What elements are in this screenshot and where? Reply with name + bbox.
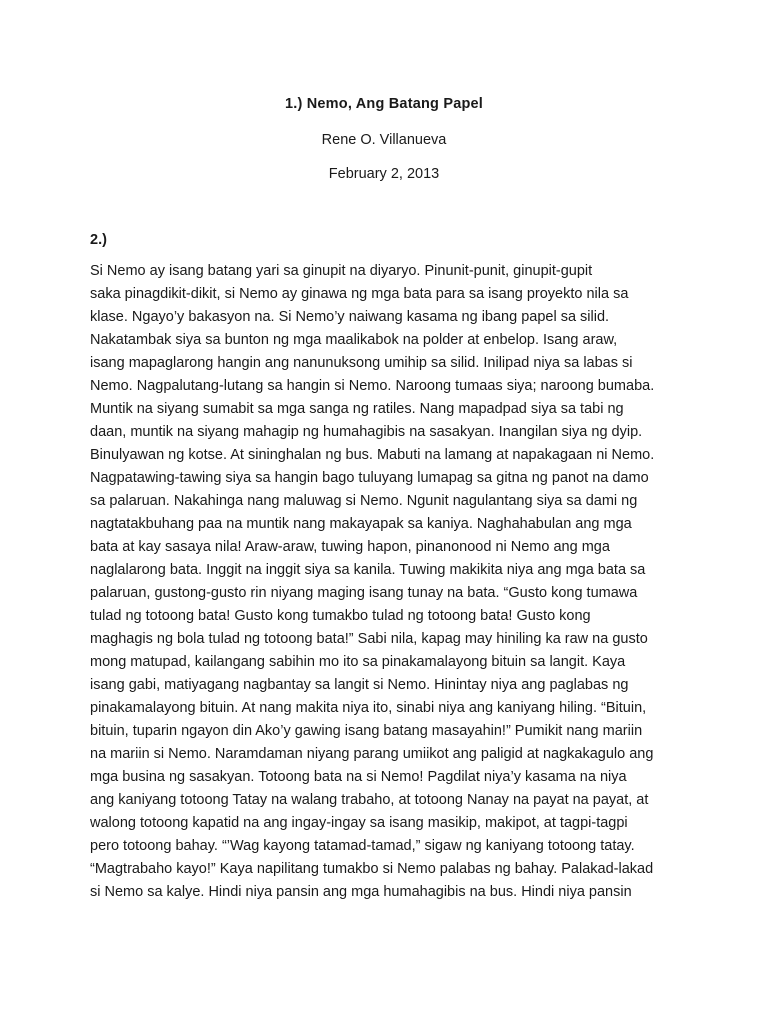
story-line: isang mapaglarong hangin ang nanunuksong umihip sa silid. Inilipad niya sa labas si [90,355,633,371]
story-line: Muntik na siyang sumabit sa mga sanga ng ratiles. Nang mapadpad siya sa tabi ng [90,401,624,417]
story-line: Si Nemo ay isang batang yari sa ginupit na diyaryo. Pinunit-punit, ginupit-gupit [90,263,593,279]
story-line: klase. Ngayo’y bakasyon na. Si Nemo’y naiwang kasama ng ibang papel sa silid. [90,309,610,325]
story-line: mong matupad, kailangang sabihin mo ito sa pinakamalayong bituin sa langit. Kaya [90,654,626,670]
story-line: maghagis ng bola tulad ng totoong bata!” Sabi nila, kapag may hiniling ka raw na gusto [90,631,648,647]
story-line: na mariin si Nemo. Naramdaman niyang parang umiikot ang paligid at nagkakagulo ang [90,746,654,762]
story-line: saka pinagdikit-dikit, si Nemo ay ginawa ng mga bata para sa isang proyekto nila sa [90,286,629,302]
story-body [90,260,690,904]
document-author: Rene O. Villanueva [321,132,447,148]
story-line: Nagpatawing-tawing siya sa hangin bago tuluyang lumapag sa gitna ng panot na damo [90,470,649,486]
story-line: bituin, tuparin ngayon din Ako’y gawing isang batang masayahin!” Pumikit nang mariin [90,723,643,739]
story-line: sa palaruan. Nakahinga nang maluwag si Nemo. Ngunit nagulantang siya sa dami ng [90,493,638,509]
story-line: “Magtrabaho kayo!” Kaya napilitang tumakbo si Nemo palabas ng bahay. Palakad-lakad [90,861,654,877]
story-line: pero totoong bahay. “’Wag kayong tatamad-tamad,” sigaw ng kaniyang totoong tatay. [90,838,635,854]
story-line: si Nemo sa kalye. Hindi niya pansin ang mga humahagibis na bus. Hindi niya pansin [90,884,632,900]
story-line: palaruan, gustong-gusto rin niyang maging isang tunay na bata. “Gusto kong tumawa [90,585,638,601]
section-label: 2.) [90,232,107,248]
story-line: walong totoong kapatid na ang ingay-ingay sa isang masikip, makipot, at tagpi-tagpi [90,815,628,831]
story-line: mga busina ng sasakyan. Totoong bata na si Nemo! Pagdilat niya’y kasama na niya [90,769,627,785]
story-line: pinakamalayong bituin. At nang makita niya ito, sinabi niya ang kaniyang hiling. “Bituin, [90,700,647,716]
story-line: Binulyawan ng kotse. At sininghalan ng bus. Mabuti na lamang at napakagaan ni Nemo. [90,447,655,463]
story-line: isang gabi, matiyagang nagbantay sa langit si Nemo. Hinintay niya ang paglabas ng [90,677,629,693]
story-line: bata at kay sasaya nila! Araw-araw, tuwing hapon, pinanonood ni Nemo ang mga [90,539,610,555]
document-title: 1.) Nemo, Ang Batang Papel [284,96,484,112]
story-line: naglalarong bata. Inggit na inggit siya sa kanila. Tuwing makikita niya ang mga bata sa [90,562,646,578]
story-line: Nakatambak siya sa bunton ng mga maalikabok na polder at enbelop. Isang araw, [90,332,618,348]
story-line: Nemo. Nagpalutang-lutang sa hangin si Nemo. Naroong tumaas siya; naroong bumaba. [90,378,655,394]
story-line: tulad ng totoong bata! Gusto kong tumakbo tulad ng totoong bata! Gusto kong [90,608,591,624]
story-line: ang kaniyang totoong Tatay na walang trabaho, at totoong Nanay na payat na payat, at [90,792,649,808]
story-line: nagtatakbuhang paa na muntik nang makayapak sa kaniya. Naghahabulan ang mga [90,516,632,532]
document-date: February 2, 2013 [328,166,440,182]
story-line: daan, muntik na siyang mahagip ng humahagibis na sasakyan. Inangilan siya ng dyip. [90,424,643,440]
